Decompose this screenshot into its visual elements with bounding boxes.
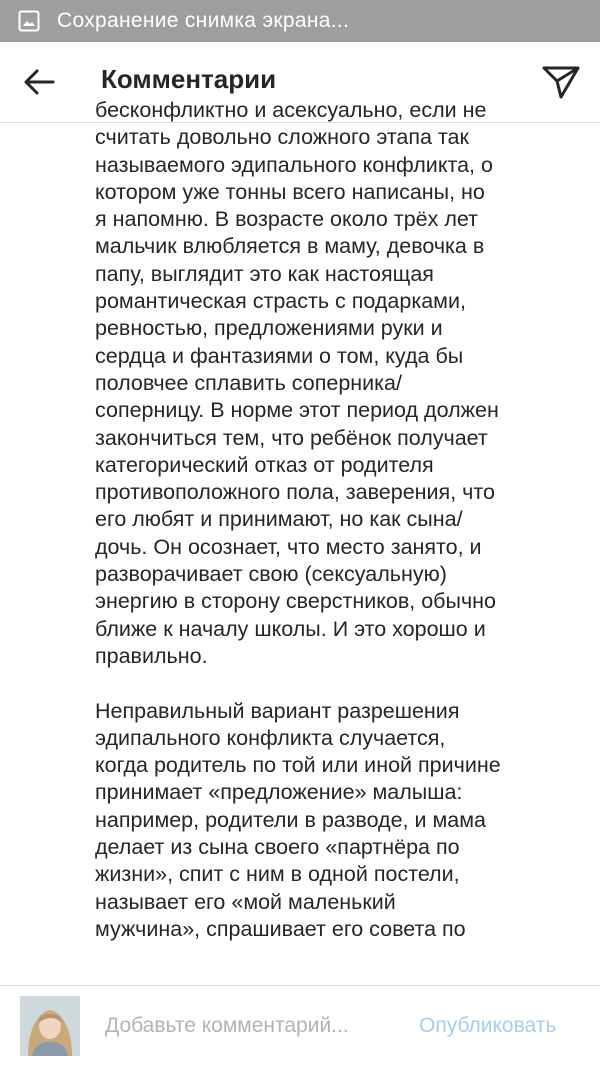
status-bar bbox=[0, 0, 600, 42]
comment-line: Неправильный вариант разрешения bbox=[95, 698, 460, 723]
comment-line: эдипального конфликта случается, bbox=[95, 725, 446, 750]
comment-text bbox=[95, 97, 555, 943]
page-title: Комментарии bbox=[101, 64, 277, 94]
comment-line: закончиться тем, что ребёнок получает bbox=[95, 425, 488, 450]
comment-line: энергию в сторону сверстников, обычно bbox=[95, 589, 496, 614]
comment-line: половчее сплавить соперника/ bbox=[95, 370, 402, 395]
comment-line: мальчик влюбляется в маму, девочка в bbox=[95, 234, 485, 259]
comment-line: бесконфликтно и асексуально, если не bbox=[95, 98, 487, 122]
publish-button[interactable]: Опубликовать bbox=[419, 1014, 557, 1037]
paragraph-gap bbox=[95, 670, 555, 697]
comment-line: ближе к началу школы. И это хорошо и bbox=[95, 616, 486, 641]
comment-line: делает из сына своего «партнёра по bbox=[95, 835, 460, 860]
user-avatar[interactable] bbox=[20, 996, 80, 1056]
comment-line: дочь. Он осознает, что место занято, и bbox=[95, 534, 482, 559]
avatar-image bbox=[20, 996, 80, 1056]
comment-line: когда родитель по той или иной причине bbox=[95, 753, 501, 778]
comment-line: например, родители в разводе, и мама bbox=[95, 807, 486, 832]
comment-line: мужчина», спрашивает его совета по bbox=[95, 916, 466, 941]
comment-area bbox=[0, 98, 600, 985]
direct-send-icon bbox=[541, 64, 581, 100]
comment-line: сердца и фантазиями о том, куда бы bbox=[95, 343, 464, 368]
back-button[interactable] bbox=[16, 60, 62, 104]
comment-line: соперницу. В норме этот период должен bbox=[95, 398, 499, 423]
comment-line: папу, выглядит это как настоящая bbox=[95, 261, 434, 286]
status-text: Сохранение снимка экрана... bbox=[57, 9, 350, 32]
comment-line: разворачивает свою (сексуальную) bbox=[95, 562, 447, 587]
comment-line: жизни», спит с ним в одной постели, bbox=[95, 862, 460, 887]
comment-input[interactable] bbox=[105, 1008, 395, 1044]
comment-line: его любят и принимают, но как сына/ bbox=[95, 507, 463, 532]
comment-line: ревностью, предложениями руки и bbox=[95, 316, 443, 341]
comment-line: правильно. bbox=[95, 643, 208, 668]
comment-input-bar bbox=[0, 985, 600, 1066]
comment-line: категорический отказ от родителя bbox=[95, 452, 434, 477]
image-icon bbox=[18, 10, 40, 32]
comment-line: называемого эдипального конфликта, о bbox=[95, 152, 493, 177]
arrow-left-icon bbox=[23, 68, 55, 96]
comment-line: романтическая страсть с подарками, bbox=[95, 289, 466, 314]
comment-line: котором уже тонны всего написаны, но bbox=[95, 179, 485, 204]
comment-line: противоположного пола, заверения, что bbox=[95, 480, 495, 505]
comment-line: считать довольно сложного этапа так bbox=[95, 125, 469, 150]
comment-line: принимает «предложение» малыша: bbox=[95, 780, 463, 805]
comment-line: называет его «мой маленький bbox=[95, 889, 396, 914]
comment-line: я напомню. В возрасте около трёх лет bbox=[95, 207, 478, 232]
